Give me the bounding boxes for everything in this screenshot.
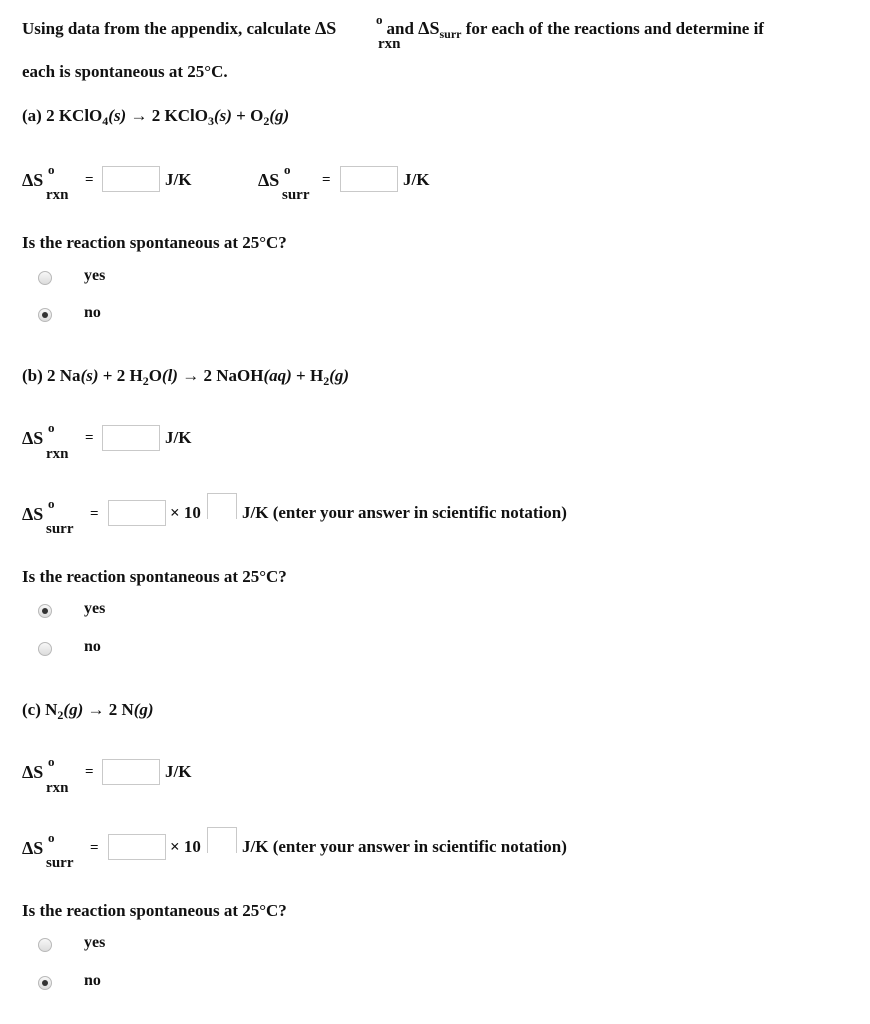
a-spontaneous-question: Is the reaction spontaneous at 25°C? [22,233,287,252]
c-surr-unit: J/K (enter your answer in scientific notation) [242,837,567,856]
instructions-text: Using data from the appendix, calculate [22,19,315,38]
c-spontaneous-question: Is the reaction spontaneous at 25°C? [22,901,287,920]
c-times-ten: × 10 [170,837,201,856]
instructions-line-2: each is spontaneous at 25°C. [22,62,228,81]
reaction-a-equation: (a) 2 KClO$_4$(s) → 2 KClO$_3$(s) + $O_2(g)$ [22,106,290,128]
c-no-label[interactable]: no [84,972,101,989]
c-delta-s-rxn-input[interactable] [102,759,160,785]
a-yes-label[interactable]: yes [84,267,106,284]
b-delta-s-surr-input[interactable] [108,500,166,526]
c-delta-s-surr-label: ΔS [22,838,44,858]
a-surr-equals: = [322,172,331,188]
c-rxn-sup: o [48,754,55,769]
c-yes-label[interactable]: yes [84,934,106,951]
delta-s-symbol: ΔS [314,18,337,38]
a-no-label[interactable]: no [84,304,101,321]
a-surr-sub: surr [282,187,310,203]
b-rxn-unit: J/K [165,428,192,447]
a-delta-s-surr-input[interactable] [340,166,398,192]
instructions-and: and [382,19,419,38]
c-surr-exponent-input[interactable] [207,827,237,853]
c-surr-equals: = [90,840,99,856]
b-surr-unit: J/K (enter your answer in scientific notation) [242,503,567,522]
b-yes-label[interactable]: yes [84,600,106,617]
b-surr-equals: = [90,506,99,522]
rxn-subscript: rxn [378,36,401,52]
b-yes-radio[interactable] [38,604,52,618]
b-times-ten: × 10 [170,503,201,522]
b-rxn-sub: rxn [46,446,69,462]
degree-superscript: o [376,12,383,27]
c-surr-sub: surr [46,855,74,871]
a-no-radio[interactable] [38,308,52,322]
a-rxn-sup: o [48,162,55,177]
a-rxn-equals: = [85,172,94,188]
b-rxn-equals: = [85,430,94,446]
b-surr-sup: o [48,496,55,511]
b-delta-s-rxn-input[interactable] [102,425,160,451]
instructions-text-end: for each of the reactions and determine if [461,19,764,38]
c-yes-radio[interactable] [38,938,52,952]
c-rxn-unit: J/K [165,762,192,781]
c-surr-sup: o [48,830,55,845]
a-delta-s-surr-label: ΔS [258,170,280,190]
reaction-c-equation: (c) $N_2(g) \to 2$ N(g) [22,700,154,722]
a-delta-s-rxn-input[interactable] [102,166,160,192]
c-rxn-equals: = [85,764,94,780]
a-surr-unit: J/K [403,170,430,189]
reaction-b-equation: (b) 2 Na(s) + 2 $H_2O(l) \to 2$ NaOH(aq) + $H_2(g)$ [22,366,350,388]
b-delta-s-surr-label: ΔS [22,504,44,524]
a-surr-sup: o [284,162,291,177]
b-no-radio[interactable] [38,642,52,656]
c-delta-s-rxn-label: ΔS [22,762,44,782]
b-surr-exponent-input[interactable] [207,493,237,519]
b-rxn-sup: o [48,420,55,435]
c-rxn-sub: rxn [46,780,69,796]
a-rxn-unit: J/K [165,170,192,189]
b-surr-sub: surr [46,521,74,537]
c-delta-s-surr-input[interactable] [108,834,166,860]
b-spontaneous-question: Is the reaction spontaneous at 25°C? [22,567,287,586]
a-yes-radio[interactable] [38,271,52,285]
c-no-radio[interactable] [38,976,52,990]
b-no-label[interactable]: no [84,638,101,655]
a-delta-s-rxn-label: ΔS [22,170,44,190]
a-rxn-sub: rxn [46,187,69,203]
b-delta-s-rxn-label: ΔS [22,428,44,448]
delta-s-surr-symbol: $\Delta S_{surr}$ [418,18,462,41]
